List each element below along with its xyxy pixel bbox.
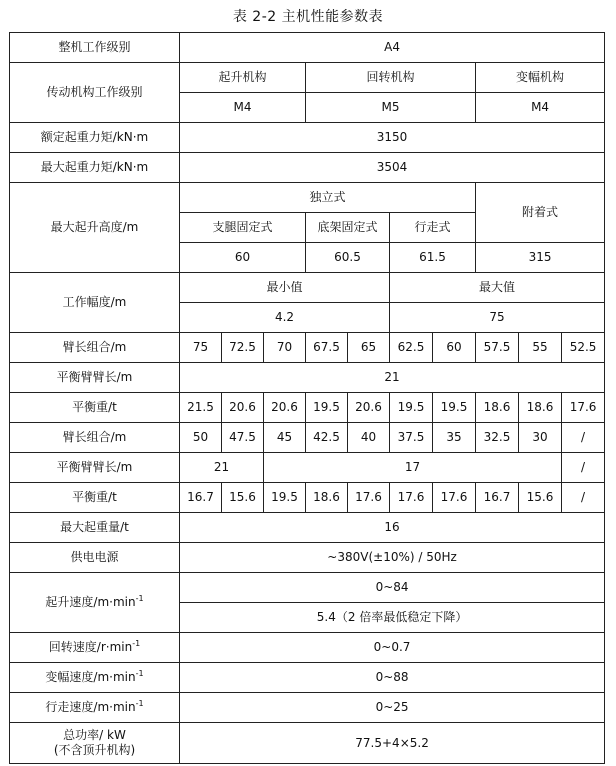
spec-table xyxy=(9,32,605,764)
table-row xyxy=(10,453,605,483)
cell-value: 60.5 xyxy=(306,243,390,273)
table-row xyxy=(10,663,605,693)
cell-value: 77.5+4×5.2 xyxy=(180,723,605,764)
table-title: 表 2-2 主机性能参数表 xyxy=(232,9,384,25)
cell-value: M4 xyxy=(180,93,306,123)
table-row xyxy=(10,273,605,303)
label-line: 总功率/ kW xyxy=(63,728,126,742)
cell-value: M5 xyxy=(306,93,476,123)
cell-value: 67.5 xyxy=(306,333,348,363)
cell-value: ~380V(±10%) / 50Hz xyxy=(180,543,605,573)
cell-value: 70 xyxy=(264,333,306,363)
label-text: 变幅速度/m·min xyxy=(45,670,136,684)
label-superscript: -1 xyxy=(132,639,141,648)
cell-value: 21.5 xyxy=(180,393,222,423)
cell-value: 315 xyxy=(476,243,605,273)
cell-value: 18.6 xyxy=(519,393,562,423)
cell-value: 0~84 xyxy=(180,573,605,603)
cell-value: 16 xyxy=(180,513,605,543)
cell-value: 75 xyxy=(390,303,605,333)
row-label: 最大起升高度/m xyxy=(10,183,180,273)
row-label: 平衡重/t xyxy=(10,483,180,513)
cell-value: 30 xyxy=(519,423,562,453)
table-row xyxy=(10,633,605,663)
column-header: 最大值 xyxy=(390,273,605,303)
group-header: 附着式 xyxy=(476,183,605,243)
cell-value: 4.2 xyxy=(180,303,390,333)
cell-value: 3150 xyxy=(180,123,605,153)
cell-value: 35 xyxy=(433,423,476,453)
cell-value: 45 xyxy=(264,423,306,453)
row-label: 额定起重力矩/kN·m xyxy=(10,123,180,153)
cell-value: 0~88 xyxy=(180,663,605,693)
column-header: 底架固定式 xyxy=(306,213,390,243)
cell-value: 62.5 xyxy=(390,333,433,363)
table-row xyxy=(10,123,605,153)
column-header: 起升机构 xyxy=(180,63,306,93)
cell-value: 52.5 xyxy=(562,333,605,363)
cell-value: 15.6 xyxy=(519,483,562,513)
table-row xyxy=(10,723,605,764)
cell-value: 17.6 xyxy=(433,483,476,513)
cell-value: 60 xyxy=(433,333,476,363)
row-label xyxy=(10,573,180,633)
cell-value: 50 xyxy=(180,423,222,453)
cell-value: 17 xyxy=(264,453,562,483)
table-row xyxy=(10,333,605,363)
cell-value: 17.6 xyxy=(562,393,605,423)
row-label: 供电电源 xyxy=(10,543,180,573)
table-row xyxy=(10,363,605,393)
row-label: 臂长组合/m xyxy=(10,333,180,363)
row-label: 最大起重力矩/kN·m xyxy=(10,153,180,183)
table-row xyxy=(10,153,605,183)
cell-value: 32.5 xyxy=(476,423,519,453)
table-row xyxy=(10,483,605,513)
table-row xyxy=(10,573,605,603)
cell-value: 19.5 xyxy=(433,393,476,423)
label-superscript: -1 xyxy=(135,699,144,708)
row-label: 最大起重量/t xyxy=(10,513,180,543)
label-line: (不含顶升机构) xyxy=(53,743,136,757)
column-header: 变幅机构 xyxy=(476,63,605,93)
row-label: 平衡臂臂长/m xyxy=(10,363,180,393)
table-row xyxy=(10,543,605,573)
column-header: 行走式 xyxy=(390,213,476,243)
table-row xyxy=(10,183,605,213)
row-label xyxy=(10,663,180,693)
cell-value: 72.5 xyxy=(222,333,264,363)
row-label xyxy=(10,723,180,764)
table-row xyxy=(10,393,605,423)
cell-value: 17.6 xyxy=(390,483,433,513)
cell-value: 16.7 xyxy=(476,483,519,513)
row-label: 平衡重/t xyxy=(10,393,180,423)
cell-value: / xyxy=(562,453,605,483)
cell-value: 19.5 xyxy=(264,483,306,513)
column-header: 最小值 xyxy=(180,273,390,303)
table-row xyxy=(10,693,605,723)
cell-value: 16.7 xyxy=(180,483,222,513)
cell-value: A4 xyxy=(180,33,605,63)
table-row xyxy=(10,33,605,63)
cell-value: 42.5 xyxy=(306,423,348,453)
label-text: 回转速度/r·min xyxy=(48,640,133,654)
cell-value: 15.6 xyxy=(222,483,264,513)
table-row xyxy=(10,423,605,453)
row-label: 工作幅度/m xyxy=(10,273,180,333)
column-header: 回转机构 xyxy=(306,63,476,93)
label-text: 行走速度/m·min xyxy=(45,700,136,714)
label-superscript: -1 xyxy=(135,669,144,678)
cell-value: 75 xyxy=(180,333,222,363)
cell-value: 19.5 xyxy=(390,393,433,423)
cell-value: 37.5 xyxy=(390,423,433,453)
cell-value: 21 xyxy=(180,363,605,393)
label-text: 起升速度/m·min xyxy=(45,595,136,609)
cell-value: 21 xyxy=(180,453,264,483)
cell-value: 5.4（2 倍率最低稳定下降） xyxy=(180,603,605,633)
cell-value: 0~25 xyxy=(180,693,605,723)
row-label xyxy=(10,633,180,663)
table-row xyxy=(10,513,605,543)
cell-value: 20.6 xyxy=(348,393,390,423)
cell-value: 0~0.7 xyxy=(180,633,605,663)
row-label: 平衡臂臂长/m xyxy=(10,453,180,483)
cell-value: 60 xyxy=(180,243,306,273)
cell-value: 61.5 xyxy=(390,243,476,273)
row-label: 整机工作级别 xyxy=(10,33,180,63)
table-row xyxy=(10,63,605,93)
cell-value: / xyxy=(562,423,605,453)
column-header: 支腿固定式 xyxy=(180,213,306,243)
cell-value: 47.5 xyxy=(222,423,264,453)
cell-value: M4 xyxy=(476,93,605,123)
label-superscript: -1 xyxy=(135,594,144,603)
cell-value: / xyxy=(562,483,605,513)
cell-value: 65 xyxy=(348,333,390,363)
cell-value: 17.6 xyxy=(348,483,390,513)
group-header: 独立式 xyxy=(180,183,476,213)
cell-value: 18.6 xyxy=(476,393,519,423)
cell-value: 18.6 xyxy=(306,483,348,513)
cell-value: 55 xyxy=(519,333,562,363)
row-label: 传动机构工作级别 xyxy=(10,63,180,123)
cell-value: 57.5 xyxy=(476,333,519,363)
cell-value: 40 xyxy=(348,423,390,453)
cell-value: 3504 xyxy=(180,153,605,183)
cell-value: 19.5 xyxy=(306,393,348,423)
cell-value: 20.6 xyxy=(222,393,264,423)
row-label: 臂长组合/m xyxy=(10,423,180,453)
cell-value: 20.6 xyxy=(264,393,306,423)
row-label xyxy=(10,693,180,723)
